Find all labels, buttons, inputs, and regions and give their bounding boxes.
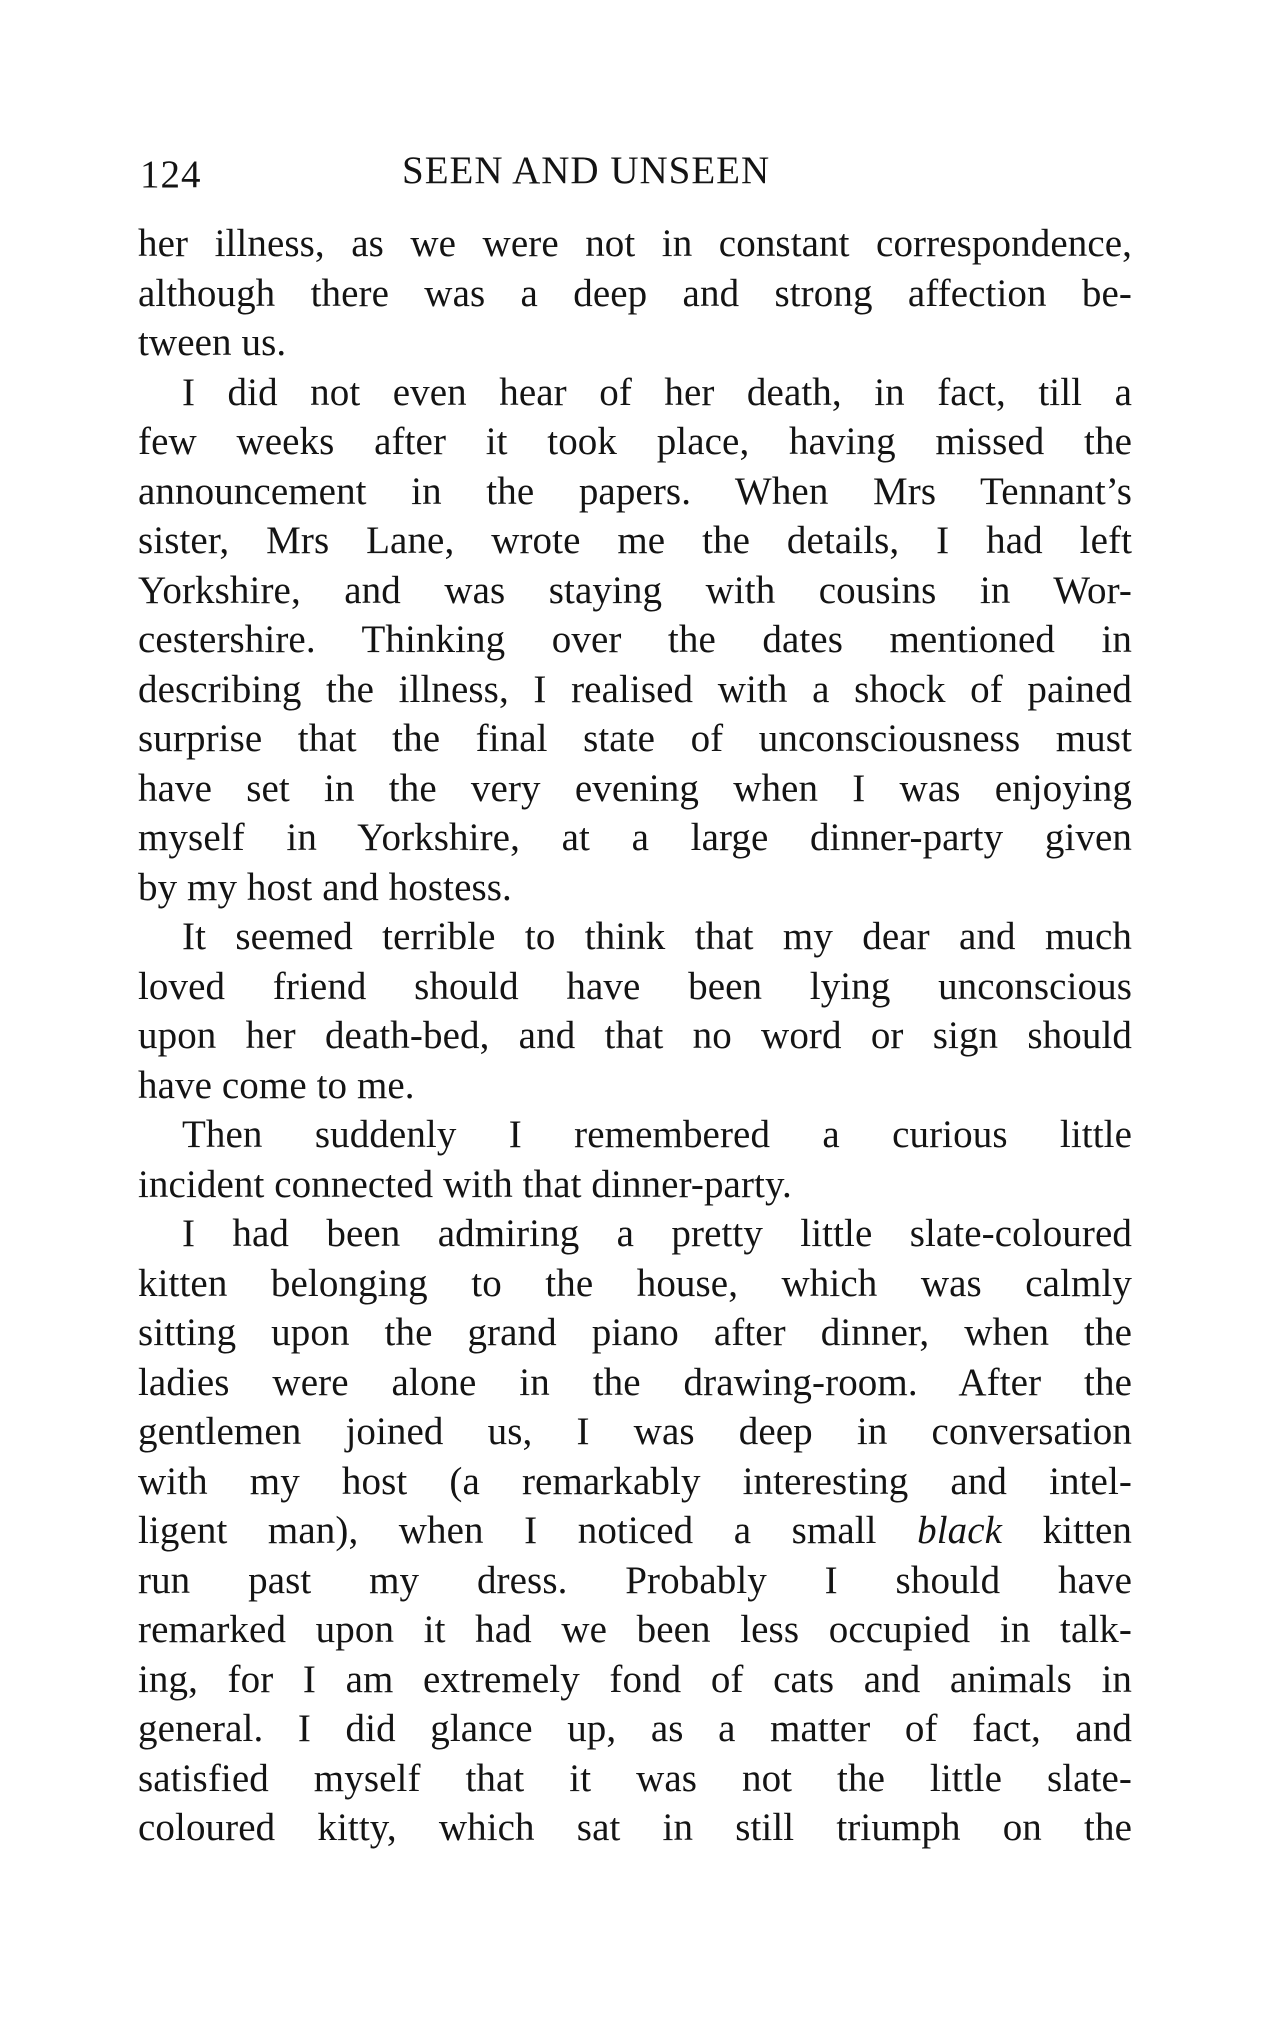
text-line: surprise that the final state of unconsciousness must [138,717,1132,760]
text-line: tween us. [138,321,287,364]
text-line: remarked upon it had we been less occupied in talk- [138,1608,1132,1651]
text-line: I did not even hear of her death, in fact, till a [182,370,1132,414]
text-line: It seemed terrible to think that my dear and much [182,915,1132,958]
text-line: have set in the very evening when I was enjoying [138,766,1132,810]
text-line: kitten belonging to the house, which was calmly [138,1261,1132,1305]
running-title: SEEN AND UNSEEN [402,149,771,192]
text-line: describing the illness, I realised with a shock of pained [138,667,1132,711]
text-line: announcement in the papers. When Mrs Tennant’s [138,469,1132,513]
text-line: upon her death-bed, and that no word or sign should [138,1014,1132,1057]
text-line-with-italic [138,1506,1132,1556]
text-line: coloured kitty, which sat in still triumph on the [138,1806,1132,1849]
page-header [140,146,1132,196]
text-line: ladies were alone in the drawing-room. After the [138,1360,1132,1404]
text-line: her illness, as we were not in constant correspondence, [138,222,1132,265]
body-text [138,219,1132,1853]
text-line: loved friend should have been lying unconscious [138,964,1132,1008]
text-line: I had been admiring a pretty little slate-coloured [182,1212,1132,1255]
text-line: myself in Yorkshire, at a large dinner-party given [138,816,1132,859]
text-line: cestershire. Thinking over the dates mentioned in [138,618,1132,661]
text-segment: ligent man), when I noticed a small [138,1509,918,1552]
text-line: sitting upon the grand piano after dinner, when the [138,1311,1132,1354]
text-line: by my host and hostess. [138,865,512,909]
page-number: 124 [140,153,202,196]
text-line: incident connected with that dinner-party. [138,1162,792,1206]
text-line: although there was a deep and strong affection be- [138,271,1132,315]
text-line: gentlemen joined us, I was deep in conversation [138,1410,1132,1453]
text-line: run past my dress. Probably I should have [138,1558,1132,1602]
text-line: have come to me. [138,1063,415,1107]
text-line: Yorkshire, and was staying with cousins in Wor- [138,568,1132,612]
text-line: general. I did glance up, as a matter of fact, and [138,1707,1132,1750]
text-line: ing, for I am extremely fond of cats and animals in [138,1657,1132,1701]
text-line: few weeks after it took place, having missed the [138,420,1132,463]
italic-word: black [917,1509,1003,1552]
text-line: satisfied myself that it was not the little slate- [138,1756,1132,1800]
text-segment: kitten [1002,1509,1132,1552]
text-line: with my host (a remarkably interesting and intel- [138,1459,1132,1503]
text-line: sister, Mrs Lane, wrote me the details, I had left [138,519,1132,562]
text-line: Then suddenly I remembered a curious little [182,1113,1132,1156]
